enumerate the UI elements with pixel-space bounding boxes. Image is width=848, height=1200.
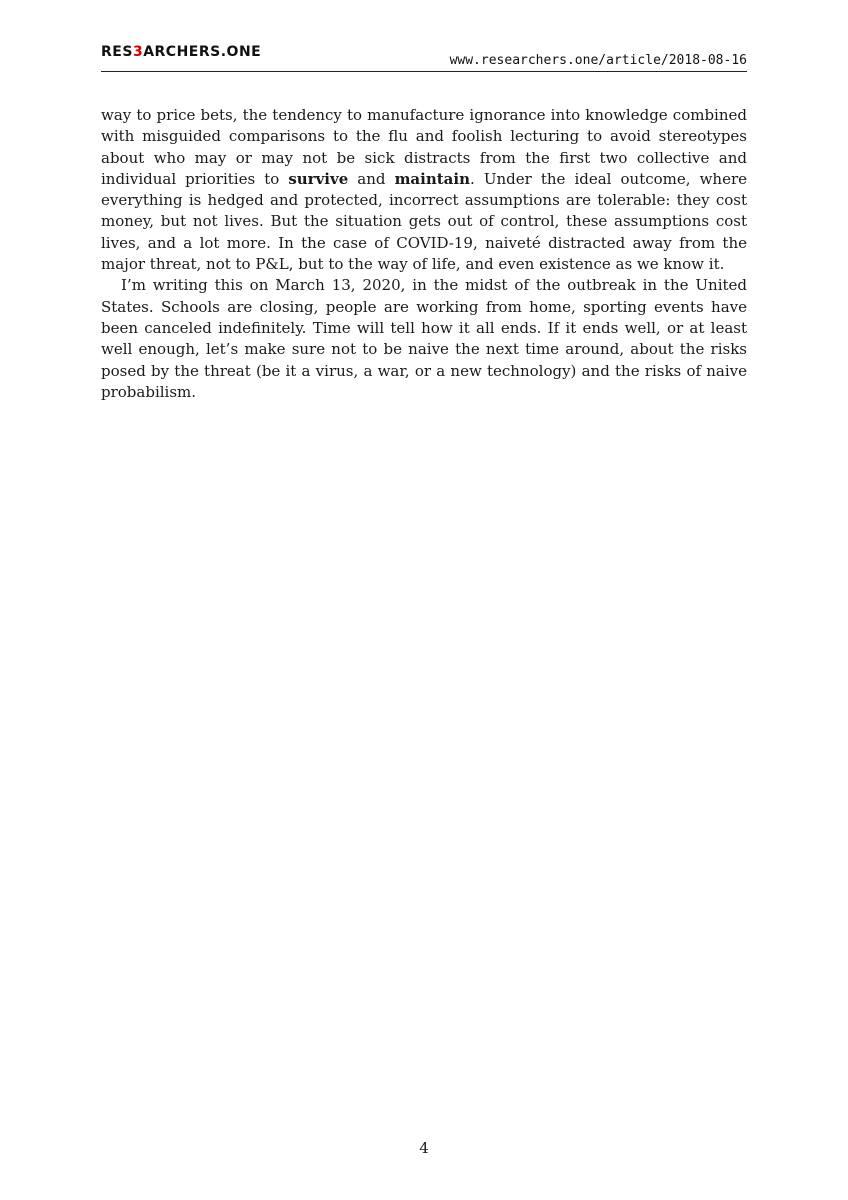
logo-prefix: RES bbox=[101, 44, 133, 60]
logo-suffix: ARCHERS.ONE bbox=[143, 44, 262, 60]
paragraph-continuation bbox=[101, 105, 747, 275]
page-header bbox=[101, 44, 747, 72]
article-url: www.researchers.one/article/2018-08-16 bbox=[449, 53, 747, 68]
page-number: 4 bbox=[419, 1139, 429, 1157]
paragraph-2: I’m writing this on March 13, 2020, in the midst of the outbreak in the United States. Schools are closing, people are working from home, sporting events have been canceled indefinitely. Time will tell how it all ends. If it ends well, or at least well enough, let’s make sure not to be naive the next time around, about the risks posed by the threat (be it a virus, a war, or a new technology) and the risks of naive probabilism. bbox=[101, 276, 747, 401]
researchers-one-logo bbox=[101, 44, 261, 60]
body-text bbox=[101, 105, 747, 403]
header-rule bbox=[101, 71, 747, 72]
paragraph-1-text-c: . Under the ideal outcome, where everything is hedged and protected, incorrect assumptions are tolerable: they cost money, but not lives. But the situation gets out of control, these assumptions cost lives, and a lot more. In the case of COVID-19, naiveté distracted away from the major threat, not to P&L, but to the way of life, and even existence as we know it. bbox=[101, 169, 748, 274]
paragraph-1-text-a: way to price bets, the tendency to manufacture ignorance into knowledge combined with misguided comparisons to the flu and foolish lecturing to avoid stereotypes about who may or may not be sick distracts from the first two collective and individual priorities to bbox=[101, 106, 747, 188]
bold-term-maintain: maintain bbox=[394, 169, 471, 188]
paragraph-1-text-b: and bbox=[348, 169, 395, 188]
logo-accent: 3 bbox=[132, 44, 144, 60]
bold-term-survive: survive bbox=[288, 169, 349, 188]
